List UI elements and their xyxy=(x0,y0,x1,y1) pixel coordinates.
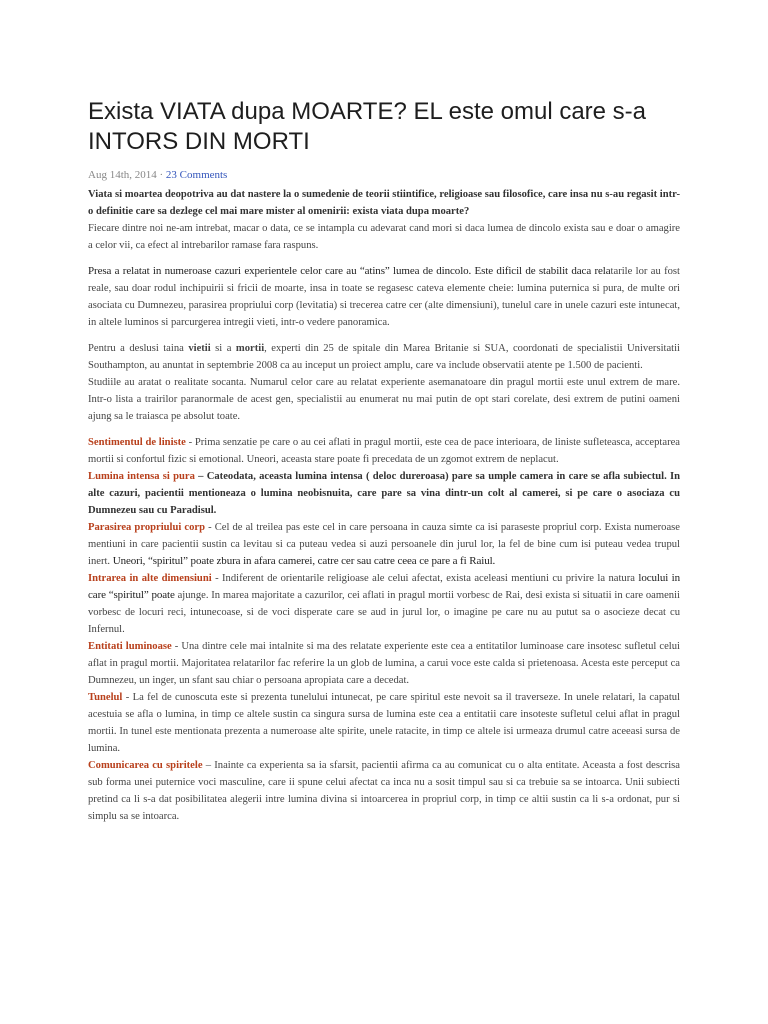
experience-text: La fel de cunoscuta este si prezenta tunelului intunecat, pe care spiritul este nevoit sa il traverseze. In unele relatari, la capatul acestuia se afla o lumina, in timp ce altele sustin ca singura sursa de lumina este cea a entitatii care insoteste sufletul celui aflat in pragul mortii. In tunel este mentionata prezenta a numeroase alte spirite, unele ratacite, in timp ce altele isi urmeaza drumul catre aceeasi sursa de lumina. xyxy=(88,692,680,754)
experience-item xyxy=(88,468,680,519)
experience-text: Indiferent de orientarile religioase ale celui afectat, exista aceleasi mentiuni cu privire la natura xyxy=(222,573,639,584)
experience-separator: – xyxy=(194,471,207,482)
experience-text: Cateodata, aceasta lumina intensa ( deloc dureroasa) pare sa umple camera in care se afla subiectul. In alte cazuri, pacientii mentioneaza o lumina neobisnuita, care pare sa vina dintr-un colt al camerei, si pe care o asociaza cu Dumnezeu sau cu Paradisul. xyxy=(88,471,680,516)
article-title: Exista VIATA dupa MOARTE? EL este omul care s-a INTORS DIN MORTI xyxy=(88,98,647,155)
experience-item xyxy=(88,689,680,757)
experience-term: Entitati luminoase xyxy=(88,641,172,652)
experience-item xyxy=(88,638,680,689)
experience-term: Lumina intensa si pura xyxy=(88,471,195,482)
study-text: , experti din 25 de spitale din Marea Britanie si SUA, coordonati de specialistii Universitatii Southampton, au anuntat in septembrie 2008 ca au inceput un proiect amplu, care va include observatii atente pe 1.500 de pacienti. xyxy=(88,343,680,371)
post-date: Aug 14th, 2014 xyxy=(88,169,157,181)
intro-lead: Viata si moartea deopotriva au dat nastere la o sumedenie de teorii stiintifice, religioase sau filosofice, care insa nu s-au regasit intr-o definitie care sa dezlege cel mai mare mister al omenirii: exista viata dupa moarte? xyxy=(88,189,680,217)
experience-handwritten-text: Uneori, “spiritul” poate zbura in afara camerei, catre cer sau catre ceea ce pare a fi Raiul. xyxy=(112,555,496,567)
experience-text: Prima senzatie pe care o au cei aflati in pragul mortii, este cea de pace interioara, de liniste sufleteasca, acceptarea mortii si confortul fizic si emotional. Uneori, aceasta stare poate fi precedata de un zgomot extrem de neplacut. xyxy=(88,437,681,465)
experience-item xyxy=(88,519,680,570)
experience-separator: – xyxy=(202,760,215,771)
spacer xyxy=(88,331,680,340)
study-paragraph xyxy=(88,340,680,374)
spacer xyxy=(88,425,680,434)
experience-term: Comunicarea cu spiritele xyxy=(88,760,203,771)
experience-list xyxy=(88,434,680,825)
study-results-paragraph: Studiile au aratat o realitate socanta. Numarul celor care au relatat experiente asemanatoare din pragul mortii este unul extrem de mare. Intr-o lista a trairilor paranormale de acest gen, specialistii au enumerat nu mai putin de opt stari corelate, desi extrem de putini oameni ajung sa le traiasca pe absolut toate. xyxy=(88,377,680,422)
experience-text: Inainte ca experienta sa ia sfarsit, pacientii afirma ca au comunicat cu o alta entitate. Aceasta a fost descrisa sub forma unei puternice voci masculine, care ii spune celui afectat ca inca nu a sosit timpul sau si ca trebuie sa se intoarca. Unii subiecti pretind ca li s-a dat posibilitatea alegerii intre lumina divina si intoarcerea in propriul corp, in timp ce altii sustin ca li s-a ordonat, pur si simplu sa se intoarca. xyxy=(88,760,680,822)
experience-term: Tunelul xyxy=(88,692,123,703)
experience-text: Una dintre cele mai intalnite si ma des relatate experiente este cea a entitatilor luminoase care insotesc sufletul celui aflat in pragul mortii. Majoritatea relatarilor fac referire la un glob de lumina, a carui voce este calda si prietenoasa. Acesta este perceput ca Dumnezeu, un inger, un sfant sau chiar o persoana apropiata care a decedat. xyxy=(88,641,680,686)
spacer xyxy=(88,254,680,263)
experience-handwritten-text: locului in care “spiritul” poate xyxy=(88,572,680,601)
meta-separator: · xyxy=(156,169,166,181)
study-text: si a xyxy=(210,343,236,354)
press-text: tarile lor au fost reale, sau doar rodul inchipuirii si fricii de moarte, insa in toate se regasesc cateva elemente cheie: lumina puternica si pura, de multe ori asociata cu Dumnezeu, parasirea propriului corp (levitatia) si trecerea catre cer (alte dimensiuni), tunelul care in unele cazuri este intunecat, in altele luminos si parcurgerea intregii vieti, intr-o vedere panoramica. xyxy=(88,266,680,328)
experience-separator: - xyxy=(211,573,223,584)
study-bold-mortii: mortii xyxy=(235,343,265,354)
experience-term: Intrarea in alte dimensiuni xyxy=(88,573,212,584)
experience-term: Parasirea propriului corp xyxy=(88,522,206,533)
article-meta xyxy=(88,168,680,183)
experience-term: Sentimentul de liniste xyxy=(88,437,186,448)
experience-separator: - xyxy=(122,692,133,703)
experience-separator: - xyxy=(205,522,215,533)
study-text: Pentru a deslusi taina xyxy=(88,343,189,354)
comments-link[interactable]: 23 Comments xyxy=(165,169,228,181)
experience-text-continued: ajunge. In marea majoritate a cazurilor, cei aflati in pragul mortii vorbesc de Rai, desi exista si situatii in care oamenii vorbesc de locuri reci, intunecoase, si de voci disperate care se aud in jurul lor, o imagine pe care nu au putut sa o asocieze decat cu Infernul. xyxy=(88,590,680,635)
intro-paragraph: Fiecare dintre noi ne-am intrebat, macar o data, ce se intampla cu adevarat cand mori si daca lumea de dincolo exista sau e doar o amagire a celor vii, ca efect al intrebarilor ramase fara raspuns. xyxy=(88,223,680,251)
experience-item xyxy=(88,570,680,638)
press-handwritten-text: Presa a relatat in numeroase cazuri experientele celor care au “atins” lumea de dincolo. Este dificil de stabilit daca rela xyxy=(88,265,611,277)
experience-separator: - xyxy=(185,437,195,448)
experience-text: Cel de al treilea pas este cel in care persoana in cauza simte ca isi paraseste propriul corp. Exista numeroase mentiuni in care pacientii sustin ca levitau si ca puteau vedea si auzi persoanele din jurul lor, la fel de bine cum isi puteau vedea trupul inert. xyxy=(88,522,680,567)
study-bold-vietii: vietii xyxy=(188,343,211,354)
press-paragraph xyxy=(88,263,680,331)
experience-item xyxy=(88,757,680,825)
experience-item xyxy=(88,434,680,468)
experience-separator: - xyxy=(171,641,182,652)
